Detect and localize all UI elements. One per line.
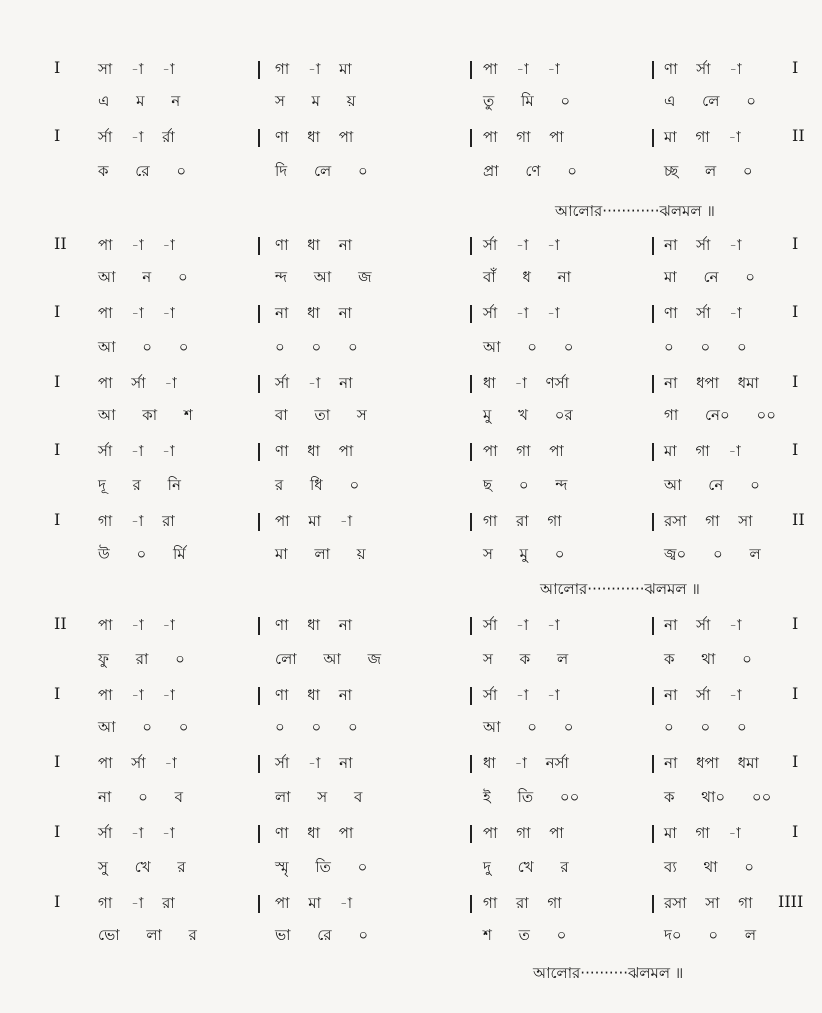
right-marker: I — [792, 822, 799, 841]
bar-line — [652, 129, 654, 147]
note-group: র্সা -া -া — [483, 304, 560, 322]
note-group: সা -া -া — [98, 60, 175, 78]
lyric-row — [40, 786, 812, 816]
bar-line — [258, 237, 260, 255]
note-group: র্সা -া -া — [483, 686, 560, 704]
note-group: র্সা -া না — [275, 374, 353, 392]
bar-line — [652, 443, 654, 461]
lyric-group: মা লা য় — [275, 545, 366, 563]
lyric-group: ব্য থা ০ — [664, 858, 755, 876]
lyric-group: দি লে ০ — [275, 162, 368, 180]
note-group: র্সা -া র্রা — [98, 128, 175, 146]
lyric-group: মু খ ০র — [483, 406, 573, 424]
swaralipi-row — [40, 126, 812, 156]
note-group: পা গা পা — [483, 824, 564, 842]
lyric-group: ক রে ০ — [98, 162, 187, 180]
left-marker: II — [54, 234, 67, 253]
swaralipi-row — [40, 892, 812, 922]
lyric-group: আ ০ ০ — [98, 338, 189, 356]
bar-line — [652, 61, 654, 79]
note-group: ধা -া নর্সা — [483, 754, 569, 772]
lyric-group: ০ ০ ০ — [275, 338, 358, 356]
right-marker: I — [792, 684, 799, 703]
lyric-group: স ক ল — [483, 650, 569, 668]
lyric-group: ভো লা র — [98, 926, 197, 944]
bar-line — [652, 513, 654, 531]
note-group: ণা র্সা -া — [664, 304, 742, 322]
lyric-row — [40, 336, 812, 366]
lyric-group: আ কা শ — [98, 406, 193, 424]
note-group: পা -া -া — [98, 304, 175, 322]
left-marker: I — [54, 58, 61, 77]
lyric-group: দূ র নি — [98, 476, 181, 494]
lyric-group: সু খে র — [98, 858, 186, 876]
right-marker: IIII — [778, 892, 804, 911]
lyric-group: প্রা ণে ০ — [483, 162, 577, 180]
right-marker: II — [792, 126, 805, 145]
swaralipi-row — [40, 752, 812, 782]
note-group: না র্সা -া — [664, 236, 742, 254]
right-marker: I — [792, 752, 799, 771]
note-group: না র্সা -া — [664, 686, 742, 704]
lyric-group: ০ ০ ০ — [664, 718, 747, 736]
lyric-group: চ্ছ ল ০ — [664, 162, 753, 180]
swaralipi-row — [40, 822, 812, 852]
bar-line — [258, 375, 260, 393]
lyric-group: এ লে ০ — [664, 92, 756, 110]
left-marker: I — [54, 510, 61, 529]
bar-line — [470, 617, 472, 635]
lyric-row — [40, 856, 812, 886]
swaralipi-row — [40, 440, 812, 470]
bar-line — [470, 895, 472, 913]
note-group: না র্সা -া — [664, 616, 742, 634]
bar-line — [470, 237, 472, 255]
lyric-group: আ নে ০ — [664, 476, 760, 494]
note-group: গা -া মা — [275, 60, 352, 78]
lyric-row — [40, 160, 812, 190]
note-group: পা -া -া — [98, 616, 175, 634]
refrain-line: আলোর··········ঝলমল ॥ — [533, 964, 684, 982]
lyric-group: ক থা ০ — [664, 650, 752, 668]
left-marker: I — [54, 440, 61, 459]
right-marker: I — [792, 614, 799, 633]
note-group: র্সা -া -া — [483, 616, 560, 634]
lyric-group: ভা রে ০ — [275, 926, 369, 944]
bar-line — [470, 513, 472, 531]
lyric-group: তু মি ০ — [483, 92, 571, 110]
lyric-group: আ ন ০ — [98, 268, 188, 286]
lyric-group: ০ ০ ০ — [275, 718, 358, 736]
note-group: ণা ধা না — [275, 616, 353, 634]
note-group: ণা ধা পা — [275, 824, 354, 842]
lyric-group: মা নে ০ — [664, 268, 756, 286]
lyric-group: গা নে০ ০০ — [664, 406, 777, 424]
note-group: র্সা -া -া — [483, 236, 560, 254]
lyric-group: উ ০ র্মি — [98, 545, 186, 563]
left-marker: I — [54, 372, 61, 391]
bar-line — [258, 825, 260, 843]
lyric-row — [40, 474, 812, 504]
lyric-group: বা তা স — [275, 406, 367, 424]
note-group: মা গা -া — [664, 442, 741, 460]
bar-line — [652, 825, 654, 843]
note-group: ণা ধা না — [275, 686, 353, 704]
refrain-line: আলোর············ঝলমল ॥ — [540, 580, 700, 598]
lyric-group: আ ০ ০ — [483, 718, 574, 736]
note-group: র্সা -া না — [275, 754, 353, 772]
note-group: না ধপা ধমা — [664, 754, 759, 772]
lyric-group: স ম য় — [275, 92, 356, 110]
refrain-line: আলোর············ঝলমল ॥ — [555, 202, 715, 220]
lyric-group: লা স ব — [275, 788, 363, 806]
swaralipi-row — [40, 510, 812, 540]
lyric-row — [40, 90, 812, 120]
note-group: না ধা না — [275, 304, 352, 322]
lyric-group: আ ০ ০ — [98, 718, 189, 736]
bar-line — [652, 375, 654, 393]
lyric-group: এ ম ন — [98, 92, 181, 110]
right-marker: I — [792, 440, 799, 459]
lyric-group: ক থা০ ০০ — [664, 788, 772, 806]
note-group: পা -া -া — [483, 60, 560, 78]
left-marker: II — [54, 614, 67, 633]
bar-line — [258, 443, 260, 461]
bar-line — [258, 129, 260, 147]
left-marker: I — [54, 822, 61, 841]
lyric-group: র ধি ০ — [275, 476, 360, 494]
bar-line — [470, 687, 472, 705]
lyric-group: আ ০ ০ — [483, 338, 574, 356]
note-group: ণা র্সা -া — [664, 60, 742, 78]
right-marker: I — [792, 302, 799, 321]
note-group: মা গা -া — [664, 128, 741, 146]
left-marker: I — [54, 892, 61, 911]
left-marker: I — [54, 126, 61, 145]
lyric-group: দ০ ০ ল — [664, 926, 757, 944]
note-group: গা রা গা — [483, 894, 562, 912]
swaralipi-row — [40, 614, 812, 644]
note-group: পা গা পা — [483, 442, 564, 460]
swaralipi-row — [40, 372, 812, 402]
bar-line — [258, 513, 260, 531]
swaralipi-row — [40, 302, 812, 332]
note-group: রসা সা গা — [664, 894, 753, 912]
bar-line — [652, 895, 654, 913]
lyric-group: স্মৃ তি ০ — [275, 858, 368, 876]
note-group: ধা -া ণর্সা — [483, 374, 569, 392]
lyric-group: ফু রা ০ — [98, 650, 185, 668]
note-group: পা র্সা -া — [98, 754, 177, 772]
note-group: ণা ধা পা — [275, 442, 354, 460]
note-group: ণা ধা পা — [275, 128, 354, 146]
lyric-row — [40, 648, 812, 678]
swaralipi-row — [40, 684, 812, 714]
bar-line — [258, 755, 260, 773]
left-marker: I — [54, 752, 61, 771]
bar-line — [652, 617, 654, 635]
bar-line — [652, 305, 654, 323]
lyric-row — [40, 924, 812, 954]
bar-line — [652, 687, 654, 705]
lyric-row — [40, 266, 812, 296]
note-group: পা -া -া — [98, 686, 175, 704]
swaralipi-row — [40, 58, 812, 88]
note-group: র্সা -া -া — [98, 442, 175, 460]
lyric-group: শ ত ০ — [483, 926, 567, 944]
bar-line — [258, 305, 260, 323]
note-group: ণা ধা না — [275, 236, 353, 254]
lyric-row — [40, 543, 812, 573]
bar-line — [470, 443, 472, 461]
note-group: পা র্সা -া — [98, 374, 177, 392]
note-group: গা -া রা — [98, 512, 175, 530]
note-group: পা গা পা — [483, 128, 564, 146]
note-group: না ধপা ধমা — [664, 374, 759, 392]
lyric-group: ন্দ আ জ — [275, 268, 372, 286]
bar-line — [258, 617, 260, 635]
lyric-group: দু খে র — [483, 858, 569, 876]
bar-line — [652, 755, 654, 773]
note-group: পা -া -া — [98, 236, 175, 254]
note-group: পা মা -া — [275, 894, 353, 912]
right-marker: I — [792, 58, 799, 77]
lyric-group: ছ ০ ন্দ — [483, 476, 568, 494]
bar-line — [652, 237, 654, 255]
lyric-group: ই তি ০০ — [483, 788, 580, 806]
bar-line — [470, 129, 472, 147]
bar-line — [470, 825, 472, 843]
swaralipi-row — [40, 234, 812, 264]
right-marker: I — [792, 234, 799, 253]
note-group: র্সা -া -া — [98, 824, 175, 842]
right-marker: II — [792, 510, 805, 529]
lyric-group: জ্ব০ ০ ল — [664, 545, 761, 563]
lyric-group: বাঁ ধ না — [483, 268, 571, 286]
note-group: পা মা -া — [275, 512, 353, 530]
note-group: মা গা -া — [664, 824, 741, 842]
lyric-group: স মু ০ — [483, 545, 565, 563]
lyric-group: না ০ ব — [98, 788, 183, 806]
bar-line — [258, 61, 260, 79]
right-marker: I — [792, 372, 799, 391]
left-marker: I — [54, 302, 61, 321]
note-group: রসা গা সা — [664, 512, 753, 530]
bar-line — [470, 375, 472, 393]
note-group: গা -া রা — [98, 894, 175, 912]
lyric-group: ০ ০ ০ — [664, 338, 747, 356]
lyric-row — [40, 716, 812, 746]
lyric-row — [40, 404, 812, 434]
bar-line — [470, 755, 472, 773]
bar-line — [258, 687, 260, 705]
left-marker: I — [54, 684, 61, 703]
bar-line — [258, 895, 260, 913]
note-group: গা রা গা — [483, 512, 562, 530]
lyric-group: লো আ জ — [275, 650, 382, 668]
bar-line — [470, 305, 472, 323]
bar-line — [470, 61, 472, 79]
